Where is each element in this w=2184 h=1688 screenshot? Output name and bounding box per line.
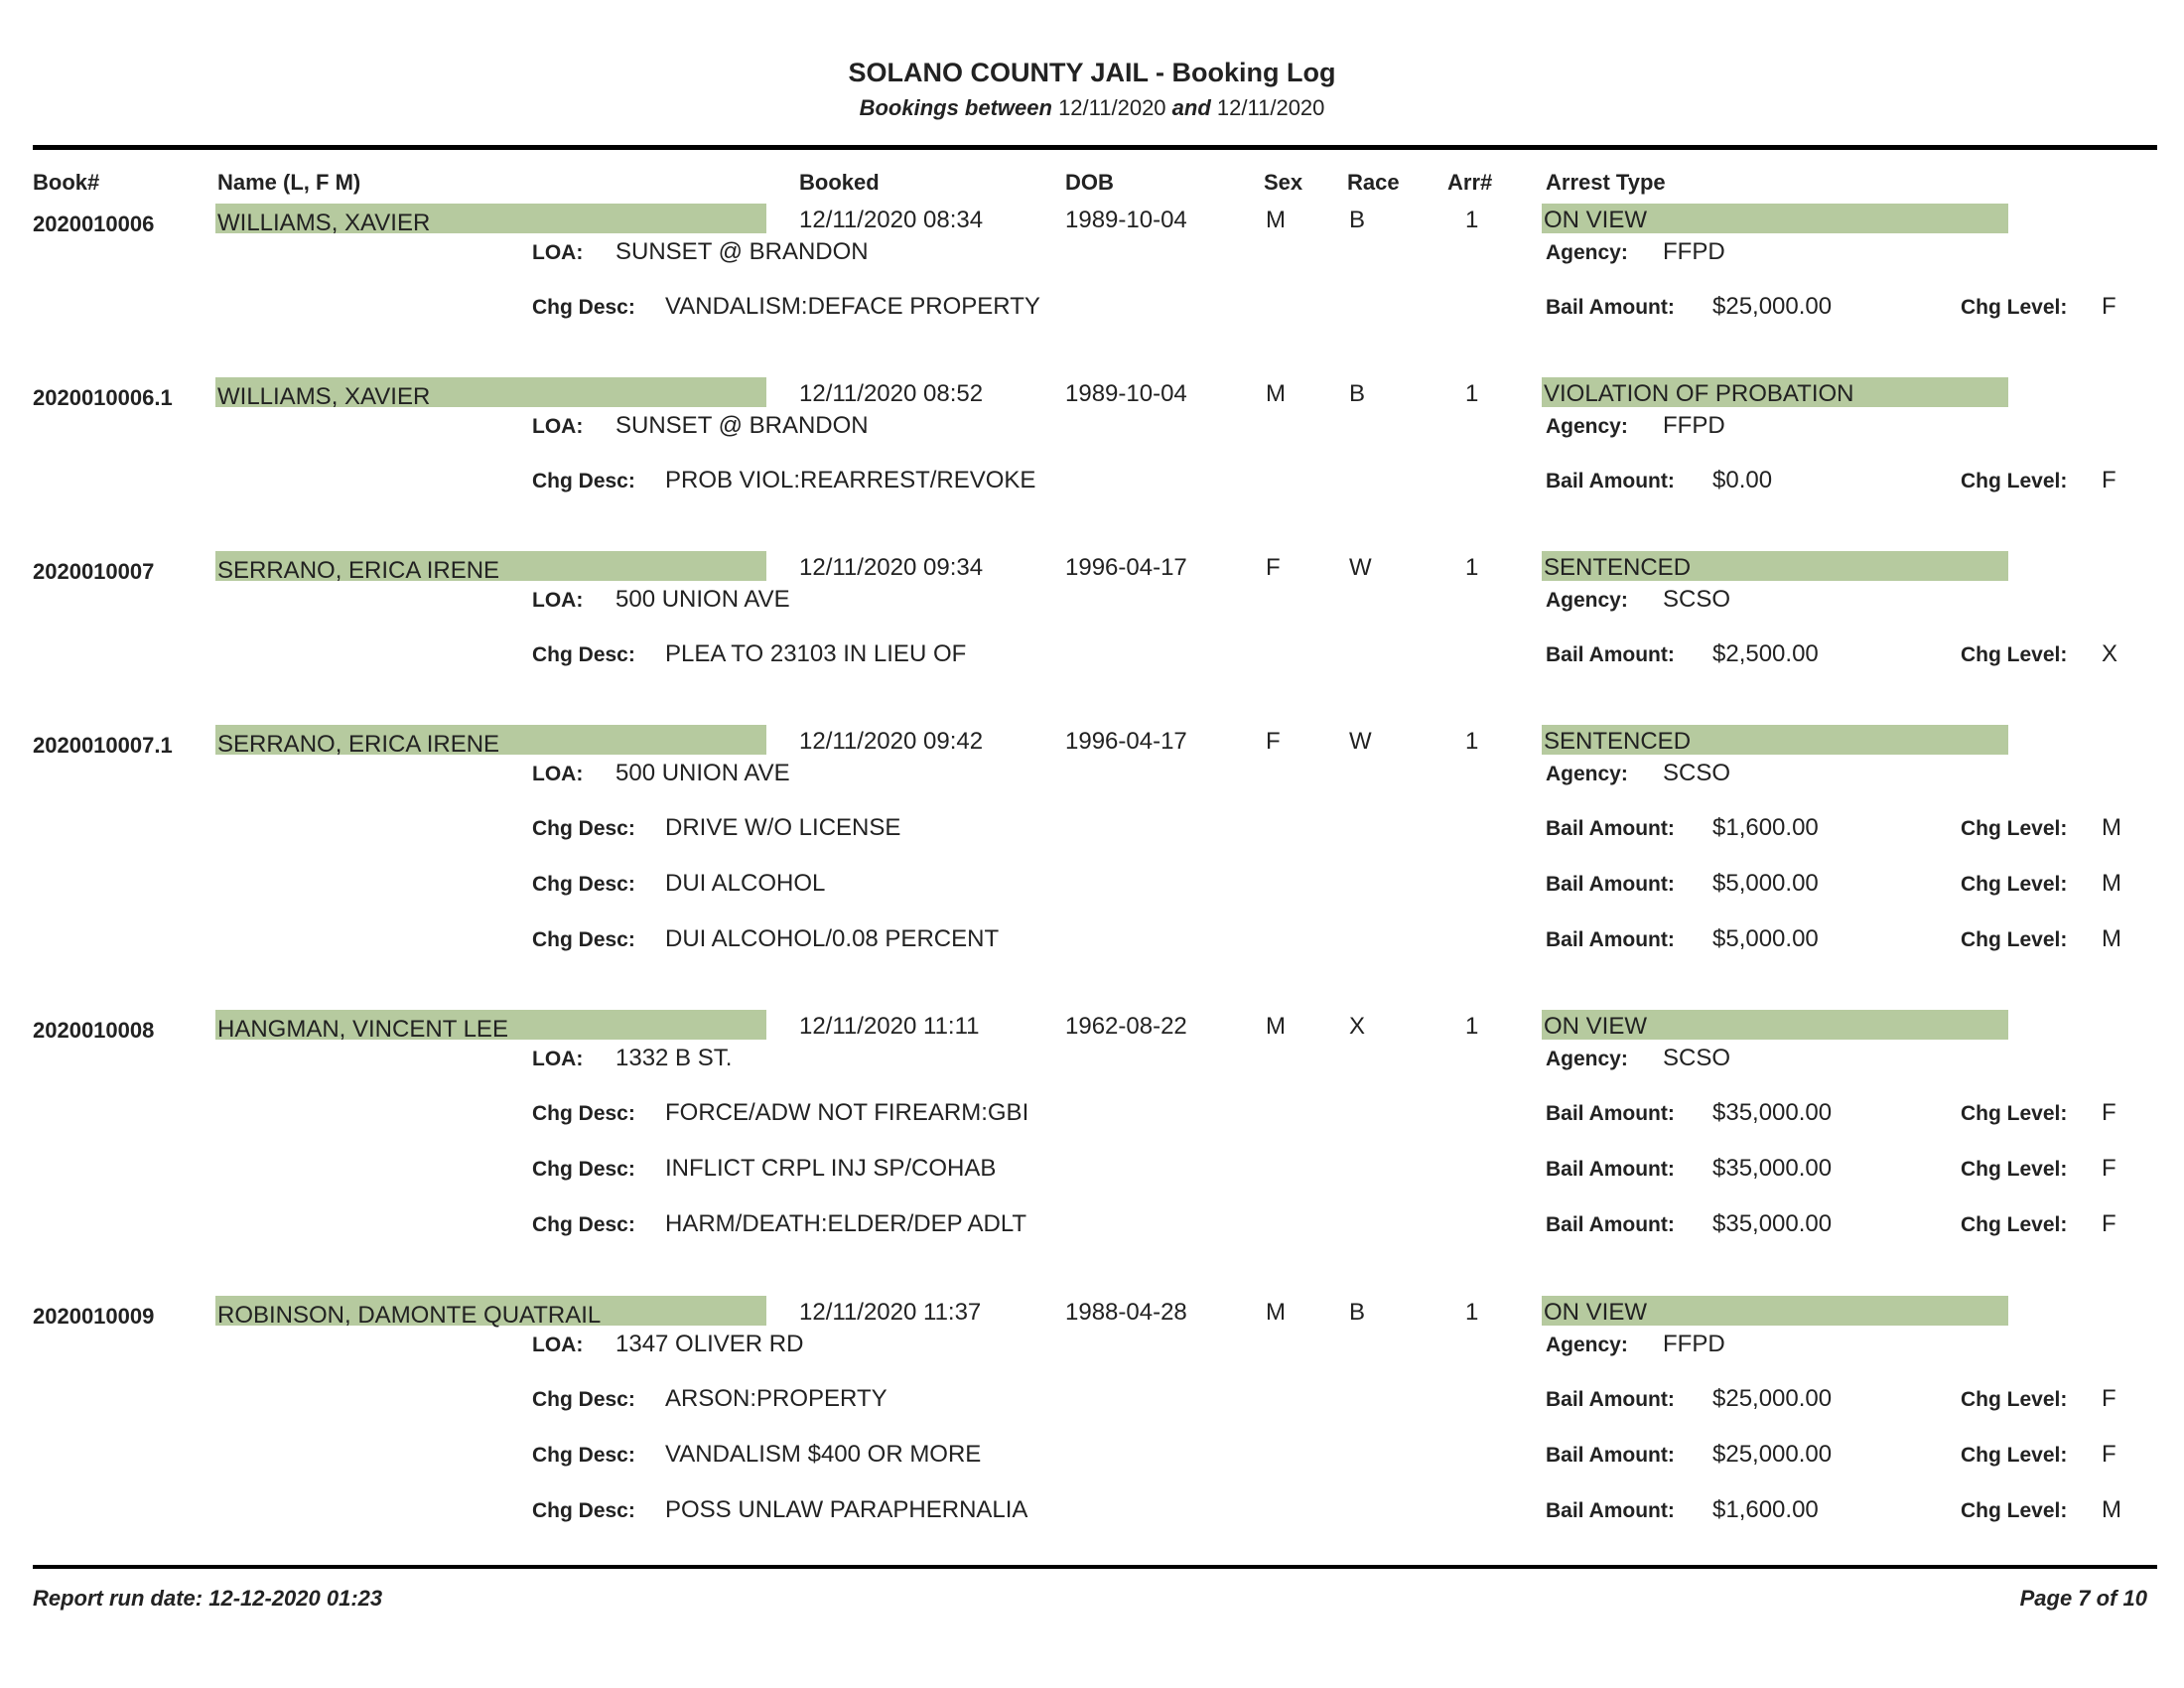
loa-label: LOA: [532, 415, 584, 438]
booked-datetime: 12/11/2020 09:34 [799, 554, 984, 581]
charge-level-label: Chg Level: [1961, 470, 2068, 492]
col-race: Race [1347, 170, 1400, 195]
booking-record [0, 377, 2184, 493]
charge-level: F [2102, 1385, 2116, 1412]
loa-value: 1347 OLIVER RD [615, 1331, 804, 1357]
charge-level-label: Chg Level: [1961, 873, 2068, 896]
charge-desc: HARM/DEATH:ELDER/DEP ADLT [665, 1210, 1027, 1237]
loa-label: LOA: [532, 589, 584, 612]
charge-desc: FORCE/ADW NOT FIREARM:GBI [665, 1099, 1029, 1126]
inmate-name: ROBINSON, DAMONTE QUATRAIL [217, 1302, 602, 1329]
charge-level: F [2102, 1099, 2116, 1126]
race: B [1349, 380, 1366, 407]
arrest-number: 1 [1465, 380, 1479, 407]
col-book: Book# [33, 170, 100, 195]
booking-record [0, 1010, 2184, 1237]
charge-level: M [2102, 814, 2121, 841]
charge-desc-label: Chg Desc: [532, 1499, 635, 1522]
charge-desc: VANDALISM:DEFACE PROPERTY [665, 293, 1040, 320]
date-from: 12/11/2020 [1058, 95, 1166, 120]
agency-label: Agency: [1546, 1334, 1628, 1356]
book-number: 2020010007.1 [33, 733, 173, 758]
loa-value: 1332 B ST. [615, 1045, 733, 1071]
charge-desc: DUI ALCOHOL/0.08 PERCENT [665, 925, 1000, 952]
charge-level-label: Chg Level: [1961, 1388, 2068, 1411]
race: B [1349, 1299, 1366, 1326]
bail-amount-label: Bail Amount: [1546, 1444, 1675, 1467]
arrest-type: ON VIEW [1544, 1299, 1648, 1326]
inmate-name: WILLIAMS, XAVIER [217, 210, 431, 236]
charge-level: M [2102, 1496, 2121, 1523]
booked-datetime: 12/11/2020 11:11 [799, 1013, 980, 1040]
bail-amount: $2,500.00 [1712, 640, 1819, 667]
arrest-number: 1 [1465, 1013, 1479, 1040]
page-number: Page 7 of 10 [2019, 1586, 2147, 1611]
loa-label: LOA: [532, 241, 584, 264]
bail-amount-label: Bail Amount: [1546, 1213, 1675, 1236]
booked-datetime: 12/11/2020 08:34 [799, 207, 984, 233]
bail-amount-label: Bail Amount: [1546, 470, 1675, 492]
booked-datetime: 12/11/2020 09:42 [799, 728, 984, 755]
sex: M [1266, 380, 1286, 407]
agency-value: SCSO [1663, 586, 1731, 613]
inmate-name: WILLIAMS, XAVIER [217, 383, 431, 410]
charge-level-label: Chg Level: [1961, 1102, 2068, 1125]
charge-desc: PROB VIOL:REARREST/REVOKE [665, 467, 1036, 493]
arrest-type: ON VIEW [1544, 1013, 1648, 1040]
sex: M [1266, 1299, 1286, 1326]
bail-amount-label: Bail Amount: [1546, 296, 1675, 319]
charge-desc-label: Chg Desc: [532, 1213, 635, 1236]
charge-desc: DUI ALCOHOL [665, 870, 826, 897]
agency-value: SCSO [1663, 760, 1731, 786]
charge-desc-label: Chg Desc: [532, 817, 635, 840]
charge-desc-label: Chg Desc: [532, 1388, 635, 1411]
bail-amount-label: Bail Amount: [1546, 1388, 1675, 1411]
date-of-birth: 1962-08-22 [1065, 1013, 1187, 1040]
date-of-birth: 1996-04-17 [1065, 728, 1187, 755]
bail-amount-label: Bail Amount: [1546, 817, 1675, 840]
loa-label: LOA: [532, 1334, 584, 1356]
loa-value: SUNSET @ BRANDON [615, 412, 869, 439]
charge-desc-label: Chg Desc: [532, 1444, 635, 1467]
charge-level: F [2102, 1155, 2116, 1182]
bail-amount: $25,000.00 [1712, 293, 1833, 320]
bail-amount: $25,000.00 [1712, 1441, 1833, 1468]
race: X [1349, 1013, 1366, 1040]
booked-datetime: 12/11/2020 11:37 [799, 1299, 982, 1326]
bail-amount: $5,000.00 [1712, 925, 1819, 952]
charge-desc: INFLICT CRPL INJ SP/COHAB [665, 1155, 997, 1182]
booking-record [0, 725, 2184, 952]
inmate-name: SERRANO, ERICA IRENE [217, 731, 500, 758]
charge-level: M [2102, 925, 2121, 952]
booking-record [0, 1296, 2184, 1523]
arrest-number: 1 [1465, 1299, 1479, 1326]
bail-amount-label: Bail Amount: [1546, 1102, 1675, 1125]
charge-level: F [2102, 467, 2116, 493]
date-of-birth: 1988-04-28 [1065, 1299, 1187, 1326]
agency-label: Agency: [1546, 415, 1628, 438]
charge-level: F [2102, 293, 2116, 320]
bail-amount-label: Bail Amount: [1546, 1158, 1675, 1181]
loa-value: SUNSET @ BRANDON [615, 238, 869, 265]
book-number: 2020010006.1 [33, 385, 173, 410]
arrest-type: SENTENCED [1544, 554, 1692, 581]
bail-amount: $1,600.00 [1712, 814, 1819, 841]
charge-level: F [2102, 1210, 2116, 1237]
col-dob: DOB [1065, 170, 1114, 195]
race: B [1349, 207, 1366, 233]
bail-amount-label: Bail Amount: [1546, 643, 1675, 666]
arrest-type: ON VIEW [1544, 207, 1648, 233]
sex: M [1266, 207, 1286, 233]
bottom-divider [33, 1565, 2157, 1569]
bail-amount: $5,000.00 [1712, 870, 1819, 897]
charge-desc: DRIVE W/O LICENSE [665, 814, 901, 841]
booked-datetime: 12/11/2020 08:52 [799, 380, 984, 407]
col-sex: Sex [1264, 170, 1303, 195]
charge-level-label: Chg Level: [1961, 1499, 2068, 1522]
charge-desc: POSS UNLAW PARAPHERNALIA [665, 1496, 1028, 1523]
booking-record [0, 551, 2184, 667]
charge-desc-label: Chg Desc: [532, 643, 635, 666]
agency-value: FFPD [1663, 412, 1725, 439]
loa-label: LOA: [532, 1048, 584, 1070]
loa-label: LOA: [532, 763, 584, 785]
bail-amount: $0.00 [1712, 467, 1773, 493]
col-booked: Booked [799, 170, 880, 195]
charge-desc-label: Chg Desc: [532, 928, 635, 951]
inmate-name: HANGMAN, VINCENT LEE [217, 1016, 508, 1043]
charge-level-label: Chg Level: [1961, 928, 2068, 951]
charge-level: F [2102, 1441, 2116, 1468]
charge-desc-label: Chg Desc: [532, 1102, 635, 1125]
agency-label: Agency: [1546, 589, 1628, 612]
subtitle-label: Bookings between [859, 95, 1052, 120]
col-arr: Arr# [1447, 170, 1493, 195]
charge-level-label: Chg Level: [1961, 643, 2068, 666]
charge-level-label: Chg Level: [1961, 1158, 2068, 1181]
loa-value: 500 UNION AVE [615, 586, 790, 613]
charge-desc-label: Chg Desc: [532, 296, 635, 319]
date-of-birth: 1989-10-04 [1065, 207, 1187, 233]
charge-level: X [2102, 640, 2118, 667]
date-of-birth: 1989-10-04 [1065, 380, 1187, 407]
charge-desc-label: Chg Desc: [532, 470, 635, 492]
bail-amount-label: Bail Amount: [1546, 1499, 1675, 1522]
loa-value: 500 UNION AVE [615, 760, 790, 786]
charge-level: M [2102, 870, 2121, 897]
arrest-type: SENTENCED [1544, 728, 1692, 755]
charge-level-label: Chg Level: [1961, 296, 2068, 319]
bail-amount: $25,000.00 [1712, 1385, 1833, 1412]
agency-value: SCSO [1663, 1045, 1731, 1071]
charge-desc: VANDALISM $400 OR MORE [665, 1441, 982, 1468]
charge-level-label: Chg Level: [1961, 1444, 2068, 1467]
arrest-number: 1 [1465, 728, 1479, 755]
charge-desc: PLEA TO 23103 IN LIEU OF [665, 640, 967, 667]
bail-amount: $35,000.00 [1712, 1155, 1833, 1182]
agency-value: FFPD [1663, 1331, 1725, 1357]
sex: F [1266, 728, 1281, 755]
agency-label: Agency: [1546, 763, 1628, 785]
date-to: 12/11/2020 [1216, 95, 1325, 120]
date-of-birth: 1996-04-17 [1065, 554, 1187, 581]
col-name: Name (L, F M) [217, 170, 361, 195]
col-arrest-type: Arrest Type [1546, 170, 1666, 195]
charge-desc-label: Chg Desc: [532, 1158, 635, 1181]
booking-record [0, 204, 2184, 320]
race: W [1349, 554, 1372, 581]
book-number: 2020010008 [33, 1018, 155, 1043]
book-number: 2020010009 [33, 1304, 155, 1329]
agency-label: Agency: [1546, 241, 1628, 264]
charge-level-label: Chg Level: [1961, 817, 2068, 840]
race: W [1349, 728, 1372, 755]
report-run-date: Report run date: 12-12-2020 01:23 [33, 1586, 383, 1611]
charge-level-label: Chg Level: [1961, 1213, 2068, 1236]
bail-amount: $1,600.00 [1712, 1496, 1819, 1523]
arrest-number: 1 [1465, 207, 1479, 233]
bail-amount-label: Bail Amount: [1546, 873, 1675, 896]
report-title: SOLANO COUNTY JAIL - Booking Log [848, 58, 1336, 87]
bail-amount: $35,000.00 [1712, 1099, 1833, 1126]
sex: F [1266, 554, 1281, 581]
inmate-name: SERRANO, ERICA IRENE [217, 557, 500, 584]
bail-amount-label: Bail Amount: [1546, 928, 1675, 951]
charge-desc-label: Chg Desc: [532, 873, 635, 896]
agency-value: FFPD [1663, 238, 1725, 265]
charge-desc: ARSON:PROPERTY [665, 1385, 887, 1412]
arrest-number: 1 [1465, 554, 1479, 581]
sex: M [1266, 1013, 1286, 1040]
agency-label: Agency: [1546, 1048, 1628, 1070]
arrest-type: VIOLATION OF PROBATION [1544, 380, 1854, 407]
bail-amount: $35,000.00 [1712, 1210, 1833, 1237]
subtitle-and: and [1171, 95, 1211, 120]
book-number: 2020010006 [33, 211, 155, 236]
book-number: 2020010007 [33, 559, 155, 584]
